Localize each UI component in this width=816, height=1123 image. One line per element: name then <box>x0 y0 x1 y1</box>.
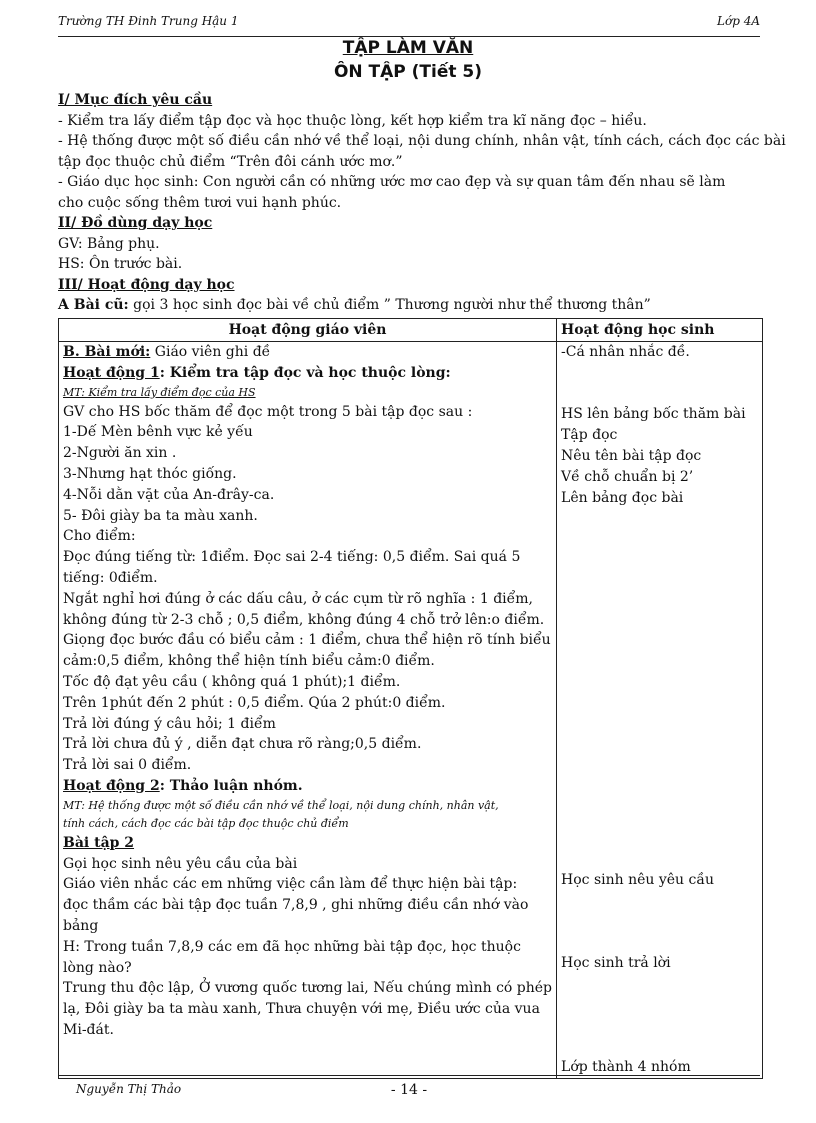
list-item: Ngắt nghỉ hơi đúng ở các dấu câu, ở các cụm từ rõ nghĩa : 1 điểm, <box>63 590 533 607</box>
new-lesson-label: B. Bài mới: <box>63 344 151 360</box>
list-item: 1-Dế Mèn bênh vực kẻ yếu <box>63 424 253 441</box>
list-item: lòng nào? <box>63 959 132 976</box>
student-line: -Cá nhân nhắc đề. <box>561 344 690 360</box>
old-lesson-text: gọi 3 học sinh đọc bài về chủ điểm ” Thương người như thể thương thân” <box>128 297 651 313</box>
purpose-line: - Kiểm tra lấy điểm tập đọc và học thuộc lòng, kết hợp kiểm tra kĩ năng đọc – hiểu. <box>58 112 647 129</box>
spacer <box>561 508 758 870</box>
student-line: Học sinh trả lời <box>561 955 671 972</box>
materials-line: GV: Bảng phụ. <box>58 235 160 252</box>
page-header <box>58 14 760 37</box>
student-line: Lên bảng đọc bài <box>561 489 684 506</box>
purpose-line: cho cuộc sống thêm tươi vui hạnh phúc. <box>58 194 342 211</box>
purpose-line: tập đọc thuộc chủ điểm “Trên đôi cánh ước mơ.” <box>58 153 403 170</box>
list-item: Tốc độ đạt yêu cầu ( không quá 1 phút);1 điểm. <box>63 673 401 690</box>
table-row <box>59 342 763 1079</box>
list-item: Giọng đọc bước đầu có biểu cảm : 1 điểm, chưa thể hiện rõ tính biểu <box>63 632 551 649</box>
exercise-2-heading: Bài tập 2 <box>63 834 135 851</box>
list-item: cảm:0,5 điểm, không thể hiện tính biểu cảm:0 điểm. <box>63 653 435 670</box>
new-lesson-text: Giáo viên ghi đề <box>150 344 271 360</box>
list-item: không đúng từ 2-3 chỗ ; 0,5 điểm, không đúng 4 chỗ trở lên:o điểm. <box>63 611 545 628</box>
list-item: Cho điểm: <box>63 528 136 545</box>
student-line: HS lên bảng bốc thăm bài <box>561 406 746 423</box>
activity-2-heading <box>63 776 552 797</box>
activity-1-label: Hoạt động 1 <box>63 364 160 381</box>
list-item: Trả lời chưa đủ ý , diễn đạt chưa rõ ràng;0,5 điểm. <box>63 736 422 753</box>
list-item: Mi-đát. <box>63 1021 114 1038</box>
list-item: Trả lời sai 0 điểm. <box>63 757 192 774</box>
list-item: 2-Người ăn xin . <box>63 445 177 462</box>
list-item: lạ, Đôi giày ba ta màu xanh, Thưa chuyện với mẹ, Điều ước của vua <box>63 1001 540 1018</box>
section-heading-purpose: I/ Mục đích yêu cầu <box>58 92 213 108</box>
school-name: Trường TH Đinh Trung Hậu 1 <box>58 14 239 28</box>
new-lesson-line <box>63 342 552 363</box>
list-item: Gọi học sinh nêu yêu cầu của bài <box>63 855 298 872</box>
activity-1-title: : Kiểm tra tập đọc và học thuộc lòng: <box>159 364 451 381</box>
list-item: Giáo viên nhắc các em những việc cần làm để thực hiện bài tập: <box>63 876 518 893</box>
list-item: 4-Nỗi dằn vặt của An-đrây-ca. <box>63 486 275 503</box>
list-item: Trên 1phút đến 2 phút : 0,5 điểm. Qúa 2 phút:0 điểm. <box>63 694 446 711</box>
class-name: Lớp 4A <box>717 14 760 28</box>
author-name: Nguyễn Thị Thảo <box>76 1082 182 1096</box>
page-number: - 14 - <box>390 1082 428 1098</box>
purpose-line: - Giáo dục học sinh: Con người cần có những ước mơ cao đẹp và sự quan tâm đến nhau sẽ làm <box>58 174 726 190</box>
student-activities-cell <box>557 342 763 1079</box>
spacer <box>561 891 758 953</box>
spacer <box>561 974 758 1057</box>
list-item: Trung thu độc lập, Ở vương quốc tương lai, Nếu chúng mình có phép <box>63 980 553 997</box>
list-item: Trả lời đúng ý câu hỏi; 1 điểm <box>63 715 276 732</box>
student-line: Nêu tên bài tập đọc <box>561 447 702 464</box>
list-item: tiếng: 0điểm. <box>63 569 158 586</box>
activity-2-title: : Thảo luận nhóm. <box>159 777 303 794</box>
list-item: bảng <box>63 917 99 934</box>
lesson-plan-table <box>58 318 763 1079</box>
activity-1-heading <box>63 363 552 384</box>
list-item: 3-Nhưng hạt thóc giống. <box>63 465 237 482</box>
student-column-header: Hoạt động học sinh <box>557 319 763 342</box>
spacer <box>561 363 758 405</box>
list-item: 5- Đôi giày ba ta màu xanh. <box>63 507 258 524</box>
list-item: H: Trong tuần 7,8,9 các em đã học những bài tập đọc, học thuộc <box>63 938 521 955</box>
teacher-activities-cell <box>59 342 557 1079</box>
old-lesson-line <box>58 295 768 316</box>
section-heading-materials: II/ Đồ dùng dạy học <box>58 215 213 231</box>
student-line: Học sinh nêu yêu cầu <box>561 872 714 889</box>
list-item: Đọc đúng tiếng từ: 1điểm. Đọc sai 2-4 tiếng: 0,5 điểm. Sai quá 5 <box>63 549 521 566</box>
document-title: TẬP LÀM VĂN <box>342 38 474 58</box>
section-heading-activities: III/ Hoạt động dạy học <box>58 276 235 293</box>
spacer <box>63 1041 552 1059</box>
teacher-column-header: Hoạt động giáo viên <box>59 319 557 342</box>
page-footer <box>58 1075 760 1102</box>
table-header-row <box>59 319 763 342</box>
purpose-line: - Hệ thống được một số điều cần nhớ về thể loại, nội dung chính, nhân vật, tính cách, cách đọc các bài <box>58 133 786 149</box>
student-line: Lớp thành 4 nhóm <box>561 1058 691 1075</box>
list-item: đọc thầm các bài tập đọc tuần 7,8,9 , ghi những điều cần nhớ vào <box>63 897 529 914</box>
intro-section <box>58 90 786 316</box>
student-line: Về chỗ chuẩn bị 2’ <box>561 468 694 485</box>
old-lesson-label: A Bài cũ: <box>58 297 129 313</box>
activity-2-label: Hoạt động 2 <box>63 777 160 794</box>
materials-line: HS: Ôn trước bài. <box>58 256 183 272</box>
activity-1-objective: MT: Kiểm tra lấy điểm đọc của HS <box>63 385 256 399</box>
document-subtitle: ÔN TẬP (Tiết 5) <box>333 62 483 82</box>
activity-2-objective: MT: Hệ thống được một số điều cần nhớ về thể loại, nội dung chính, nhân vật, <box>63 798 499 812</box>
activity-2-objective: tính cách, cách đọc các bài tập đọc thuộc chủ điểm <box>63 816 349 830</box>
student-line: Tập đọc <box>561 427 618 444</box>
list-item: GV cho HS bốc thăm để đọc một trong 5 bài tập đọc sau : <box>63 403 473 420</box>
